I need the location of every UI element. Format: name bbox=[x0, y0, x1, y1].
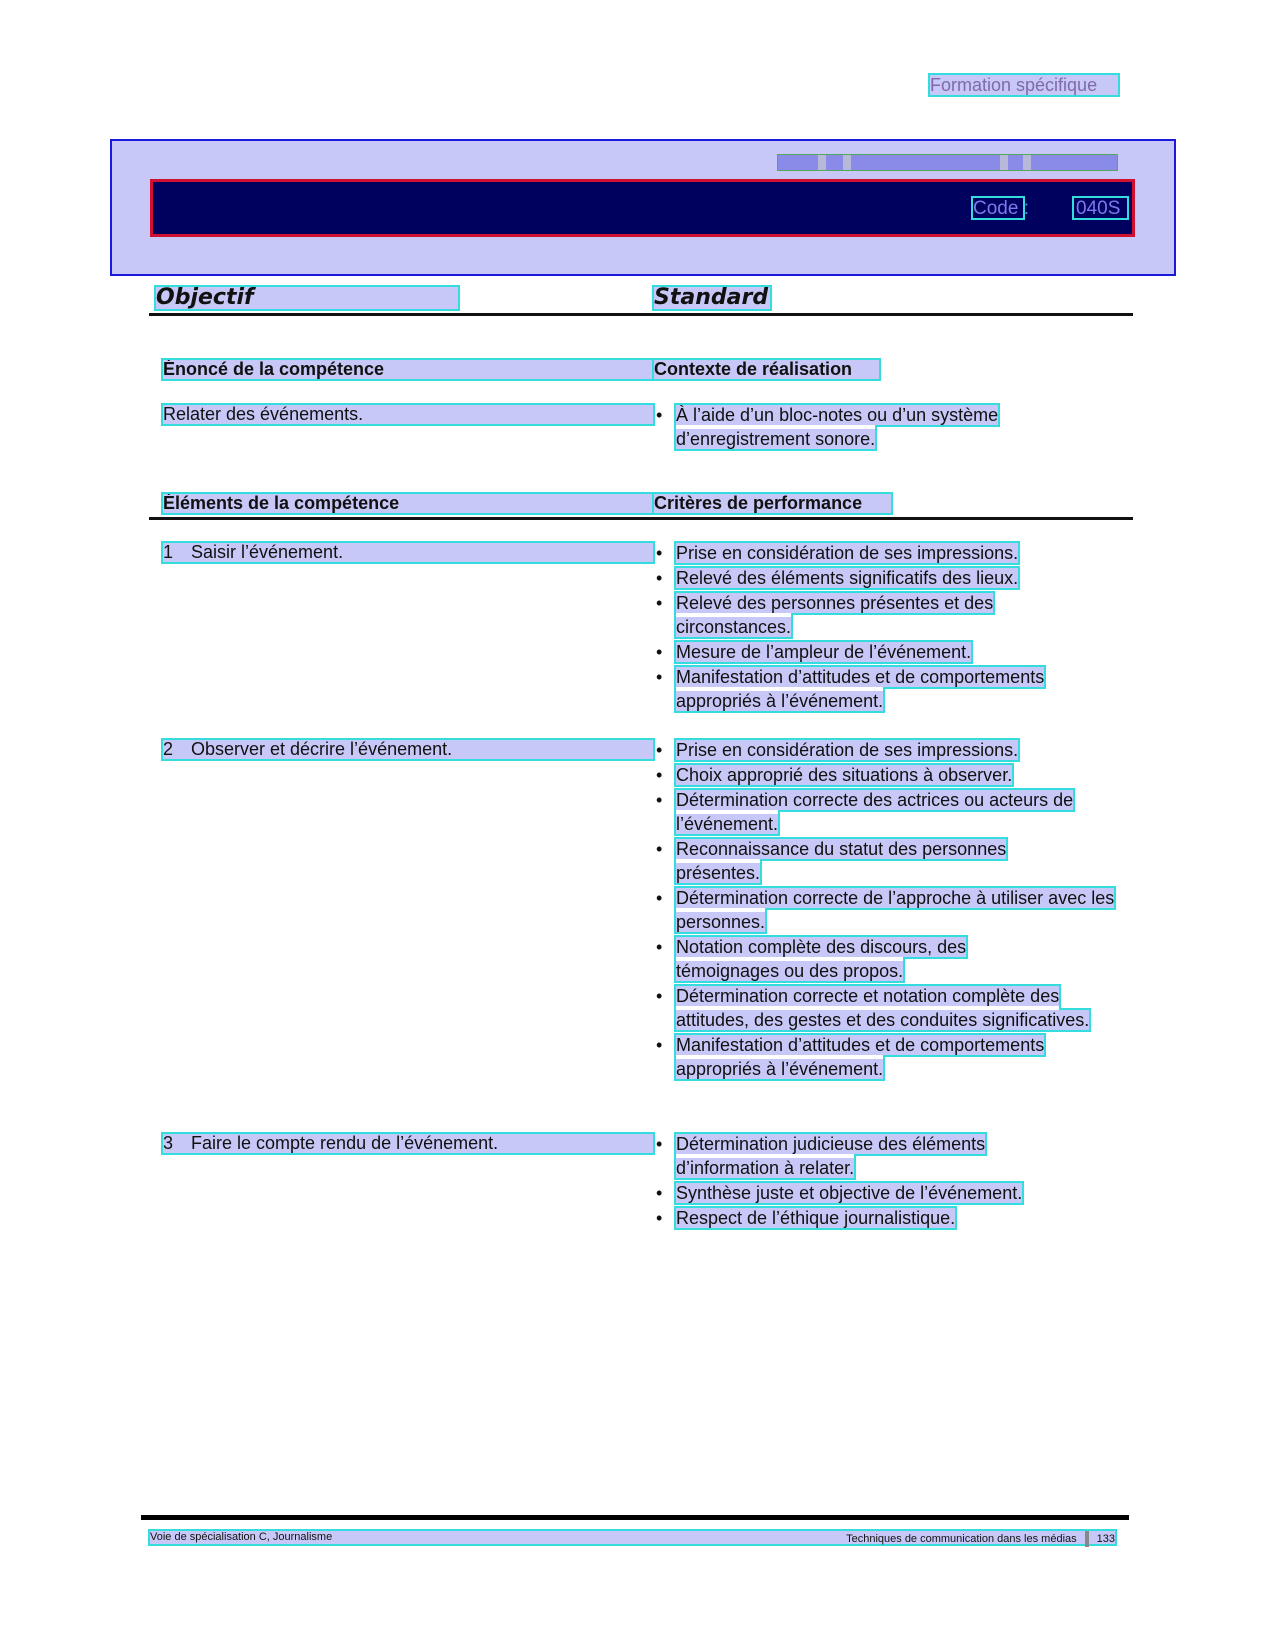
enonce-text: Relater des événements. bbox=[163, 405, 653, 424]
footer-left: Voie de spécialisation C, Journalisme bbox=[150, 1531, 333, 1543]
list-item: • Respect de l’éthique journalistique. bbox=[656, 1208, 956, 1228]
competency-code bbox=[973, 198, 1128, 220]
criteria-list-3 bbox=[654, 1132, 1114, 1231]
element-3: 3 Faire le compte rendu de l’événement. bbox=[163, 1134, 653, 1153]
element-1: 1 Saisir l’événement. bbox=[163, 543, 653, 562]
header-strip bbox=[777, 154, 1118, 171]
elements-heading: Éléments de la compétence bbox=[163, 494, 653, 513]
contexte-heading: Contexte de réalisation bbox=[654, 360, 879, 379]
code-value: 040S bbox=[1076, 198, 1121, 219]
table-rule bbox=[149, 517, 1133, 520]
list-item: • Synthèse juste et objective de l’événement. bbox=[656, 1183, 1023, 1203]
list-item: • Choix approprié des situations à observer. bbox=[656, 765, 1013, 785]
list-item: • Manifestation d’attitudes et de comportements appropriés à l’événement. bbox=[656, 1035, 1045, 1079]
contexte-list bbox=[654, 403, 1114, 452]
code-label: Code : bbox=[973, 198, 1029, 219]
standard-heading: Standard bbox=[654, 285, 769, 310]
footer-rule bbox=[141, 1515, 1129, 1520]
list-item: • Relevé des personnes présentes et des circonstances. bbox=[656, 593, 994, 637]
list-item: • Relevé des éléments significatifs des lieux. bbox=[656, 568, 1019, 588]
criteria-list-1 bbox=[654, 541, 1114, 714]
list-item: • Détermination correcte des actrices ou acteurs de l’événement. bbox=[656, 790, 1074, 834]
list-item: • Prise en considération de ses impressions. bbox=[656, 740, 1019, 760]
list-item: • Détermination correcte et notation complète des attitudes, des gestes et des conduites significatives. bbox=[656, 986, 1090, 1030]
page-number: 133 bbox=[1096, 1532, 1115, 1545]
list-item: • Détermination judicieuse des éléments d’information à relater. bbox=[656, 1134, 986, 1178]
element-2: 2 Observer et décrire l’événement. bbox=[163, 740, 653, 759]
list-item: • Détermination correcte de l’approche à utiliser avec les personnes. bbox=[656, 888, 1115, 932]
section-rule bbox=[149, 313, 1133, 316]
list-item: • Prise en considération de ses impressions. bbox=[656, 543, 1019, 563]
list-item: • À l’aide d’un bloc-notes ou d’un système d’enregistrement sonore. bbox=[656, 405, 999, 449]
criteres-heading: Critères de performance bbox=[654, 494, 891, 513]
list-item: • Reconnaissance du statut des personnes présentes. bbox=[656, 839, 1007, 883]
footer bbox=[150, 1531, 1115, 1544]
criteria-list-2 bbox=[654, 738, 1114, 1082]
footer-right: Techniques de communication dans les médias 133 bbox=[846, 1531, 1115, 1547]
list-item: • Mesure de l’ampleur de l’événement. bbox=[656, 642, 972, 662]
objectif-heading: Objectif bbox=[156, 287, 458, 309]
enonce-heading: Énoncé de la compétence bbox=[163, 360, 653, 379]
list-item: • Manifestation d’attitudes et de comportements appropriés à l’événement. bbox=[656, 667, 1045, 711]
list-item: • Notation complète des discours, des témoignages ou des propos. bbox=[656, 937, 967, 981]
section-label: Formation spécifique bbox=[930, 75, 1118, 95]
